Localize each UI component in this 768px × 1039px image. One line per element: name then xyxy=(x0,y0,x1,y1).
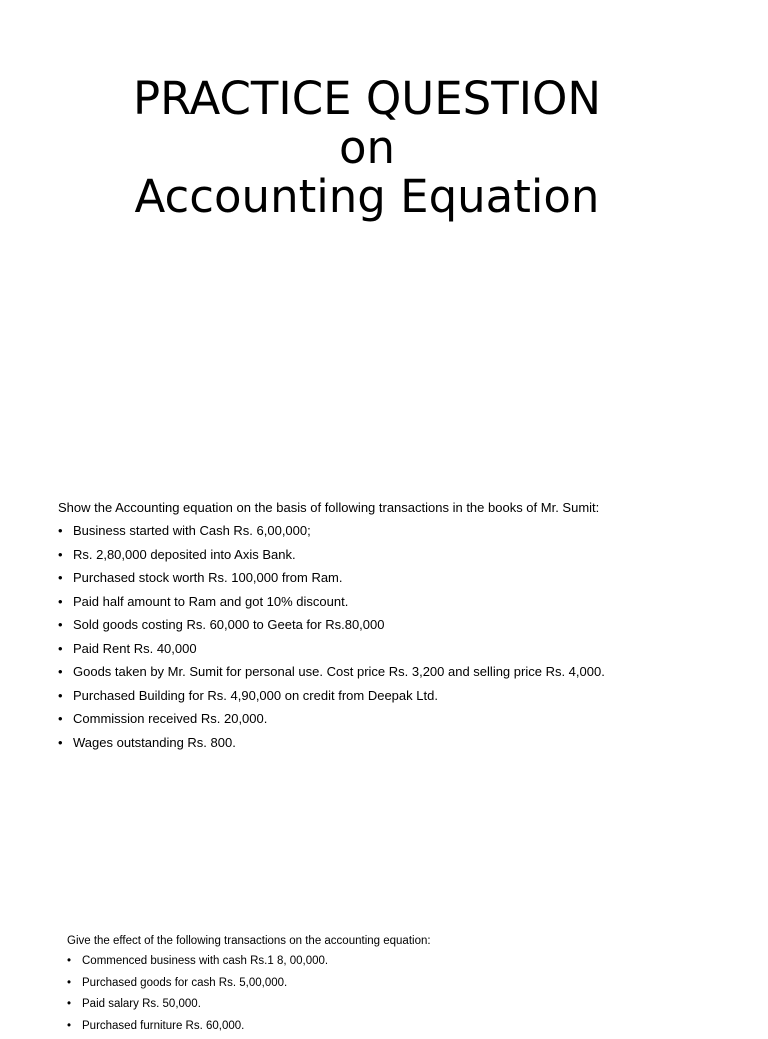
bullet-icon: • xyxy=(58,734,63,752)
list-item xyxy=(58,687,738,711)
list-item-text: Purchased Building for Rs. 4,90,000 on credit from Deepak Ltd. xyxy=(73,688,438,703)
list-item xyxy=(58,663,738,687)
bullet-icon: • xyxy=(58,640,63,658)
list-item xyxy=(58,616,738,640)
bullet-icon: • xyxy=(58,616,63,634)
bullet-icon: • xyxy=(58,546,63,564)
list-item-text: Purchased goods for cash Rs. 5,00,000. xyxy=(82,977,287,989)
question-1-section xyxy=(58,499,738,757)
question-1-intro: Show the Accounting equation on the basis of following transactions in the books of Mr. Sumit: xyxy=(58,499,738,517)
title-line-2: on xyxy=(0,123,734,172)
bullet-icon: • xyxy=(58,569,63,587)
bullet-icon: • xyxy=(67,975,71,991)
list-item xyxy=(67,975,727,997)
list-item xyxy=(58,710,738,734)
bullet-icon: • xyxy=(58,522,63,540)
bullet-icon: • xyxy=(67,953,71,969)
title-line-1: PRACTICE QUESTION xyxy=(0,74,734,123)
list-item-text: Commenced business with cash Rs.1 8, 00,000. xyxy=(82,955,328,967)
list-item xyxy=(58,640,738,664)
list-item-text: Sold goods costing Rs. 60,000 to Geeta for Rs.80,000 xyxy=(73,617,384,632)
list-item-text: Paid salary Rs. 50,000. xyxy=(82,998,201,1010)
question-1-list xyxy=(58,522,738,757)
list-item-text: Purchased stock worth Rs. 100,000 from Ram. xyxy=(73,570,343,585)
question-2-list xyxy=(67,953,727,1039)
list-item xyxy=(58,522,738,546)
list-item xyxy=(67,953,727,975)
list-item-text: Purchased furniture Rs. 60,000. xyxy=(82,1020,244,1032)
question-2-section xyxy=(67,933,727,1039)
bullet-icon: • xyxy=(67,1018,71,1034)
list-item xyxy=(58,569,738,593)
question-2-intro: Give the effect of the following transactions on the accounting equation: xyxy=(67,933,727,949)
list-item-text: Paid half amount to Ram and got 10% discount. xyxy=(73,594,348,609)
list-item xyxy=(58,734,738,758)
bullet-icon: • xyxy=(58,593,63,611)
list-item-text: Wages outstanding Rs. 800. xyxy=(73,735,236,750)
bullet-icon: • xyxy=(58,710,63,728)
title-line-3: Accounting Equation xyxy=(0,172,734,221)
bullet-icon: • xyxy=(58,663,63,681)
page-title xyxy=(0,74,734,221)
bullet-icon: • xyxy=(67,996,71,1012)
list-item xyxy=(67,996,727,1018)
list-item-text: Commission received Rs. 20,000. xyxy=(73,711,267,726)
list-item-text: Business started with Cash Rs. 6,00,000; xyxy=(73,523,311,538)
list-item-text: Rs. 2,80,000 deposited into Axis Bank. xyxy=(73,547,296,562)
bullet-icon: • xyxy=(58,687,63,705)
list-item xyxy=(58,593,738,617)
list-item-text: Goods taken by Mr. Sumit for personal use. Cost price Rs. 3,200 and selling price Rs. 4,000. xyxy=(73,664,605,679)
list-item xyxy=(58,546,738,570)
list-item-text: Paid Rent Rs. 40,000 xyxy=(73,641,197,656)
list-item xyxy=(67,1018,727,1039)
